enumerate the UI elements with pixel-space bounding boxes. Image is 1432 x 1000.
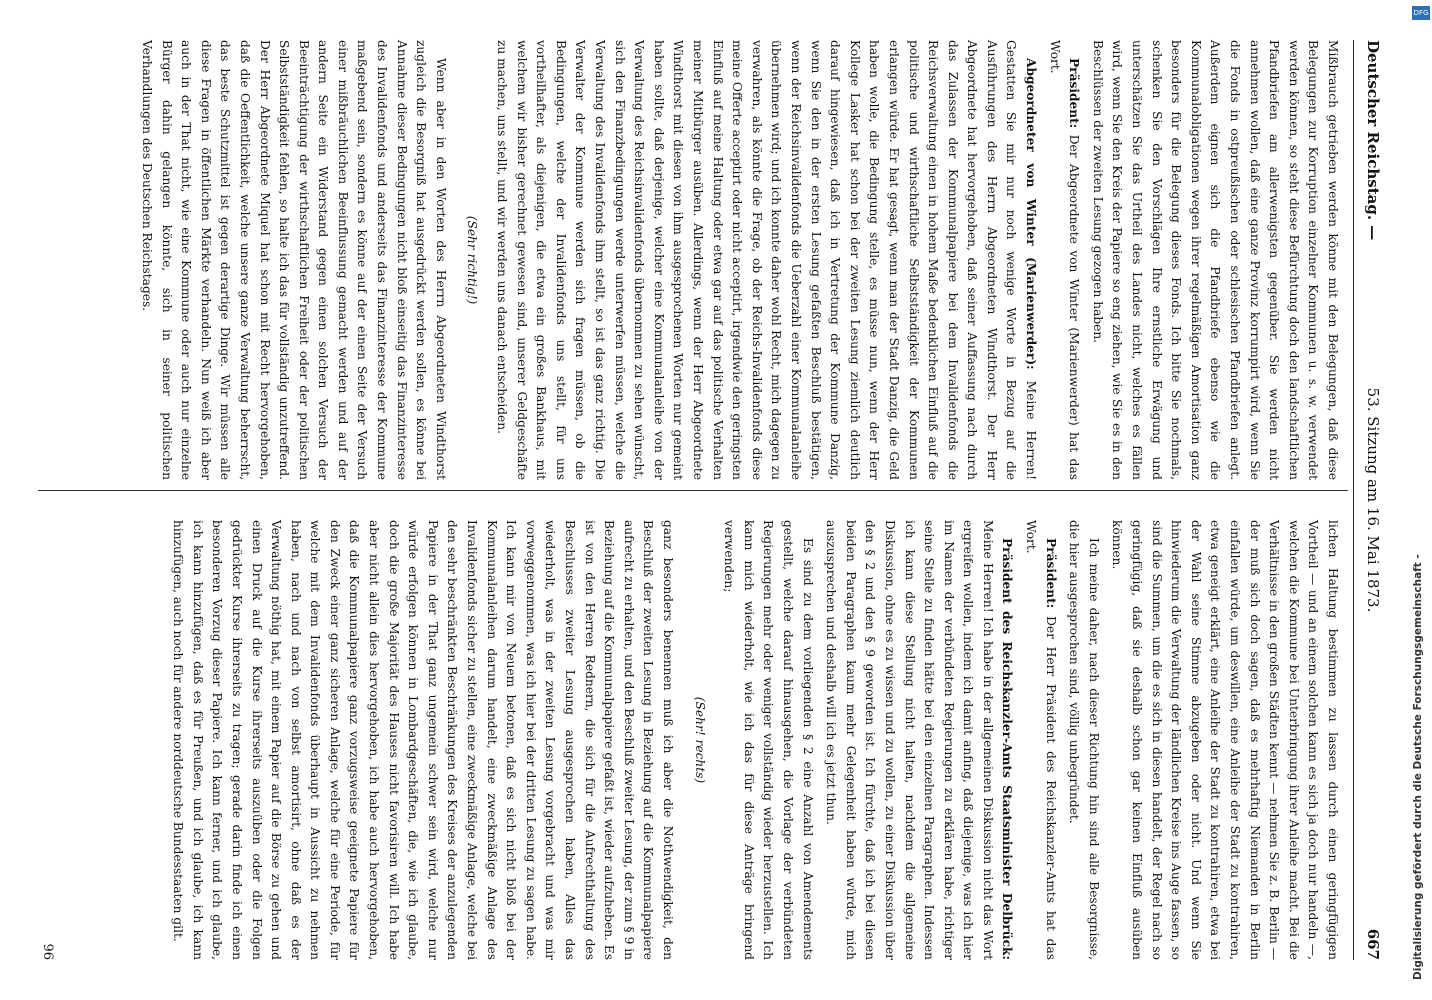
- speaker-text: Meine Herren! Gestatten Sie mir nur noch wenige Worte in Bezug auf die Ausführungen des Herrn Abgeordneten Windthorst. Der Herr Abgeordnete hat hervorgehoben, daß seiner Auffassung nach durch das Zulassen der Kommunalpapiere bei dem Invalidenfonds die Reichsverwaltung einen in hohem Maße bedenklichen Einfluß auf die politische und wirthschaftliche Selbstständigkeit der Kommunen erlangen würde. Er hat gesagt, wenn man der Stadt Danzig, die Geld haben wolle, die Bedingung stelle, es müsse nun, wenn der Herr Kollege Lasker hat schon bei der zweiten Lesung ziemlich deutlich darauf hingewiesen, daß ich in Vertretung der Kommune Danzig, wenn Sie den in der ersten Lesung gefaßten Beschluß bestätigen, wenn der Reichsinvalidenfonds die Ueberzahl einer Kommunalanleihe übernehmen wird; und ich konnte daher wohl Recht, mich dagegen zu verwahren, als könnte die Frage, ob der Reichs-Invalidenfonds diese meine Offerte acceptirt oder nicht acceptirt, irgendwie den geringsten Einfluß auf meine Haltung oder etwa gar auf das politische Verhalten meiner Mitbürger ausüben. Allerdings, wenn der Herr Abgeordnete Windthorst mit diesen von ihm ausgesprochenen Worten nur gemeint haben sollte, daß derjenige, welcher eine Kommunalanleihe von der Verwaltung des Reichsinvalidenfonds übernommen zu sehen wünscht, sich den Finanzbedingungen werde unterwerfen müssen, welche die Verwaltung des Invalidenfonds ihm stellt, so ist das ganz richtig. Die Verwalter der Kommune werden sich fragen müssen, ob die Bedingungen, welche der Invalidenfonds uns stellt, für uns vortheilhafter, als diejenigen, die etwa ein großes Bankhaus, mit welchem wir bisher gerechnet gewesen sind, unserer Geldgeschäfte zu machen, uns stellt, und wir werden uns danach entscheiden.: [495, 40, 1039, 481]
- digitization-note: [1412, 20, 1428, 980]
- paragraph: ganz besonders benennen muß ich aber die Nothwendigkeit, den Beschluß der zweiten Lesung in Beziehung auf die Kommunalpapiere aufrecht zu erhalten, und den Beschluß zweiter Lesung, der zum § 9 in Beziehung auf die Kommunalpapiere gefaßt ist, wieder aufzuheben. Es ist von den Herren Rednern, die sich für die Aufrechthaltung des Beschlusses zweiter Lesung ausgesprochen haben, Alles das wiederholt, was in der zweiten Lesung vorgebracht und was mir vorweggenommen, was ich hier bei der dritten Lesung zu sagen habe. Ich kann mir von Neuem betonen, daß es sich nicht bloß bei der Kommunalanleihen darum handelt, eine zweckmäßige Anlage des Invalidenfonds sicher zu stellen, eine zweckmäßige Anlage, welche bei den sehr beschränkten Beschränkungen des Kreises der anzulegenden Papiere in der That ganz ungemein schwer sein wird, welche nur würde erfolgen können in Lombardgeschäften, die, wie ich glaube, doch die große Majorität des Hauses nicht favorisiren will. Ich habe aber nicht allein dies hervorgehoben, ich habe auch hervorgehoben, daß die Kommunalpapiere ganz vorzugsweise geeignete Papiere für den Zweck einer ganz sicheren Anlage, welche für eine Periode, für welche mit dem Invalidenfonds überhaupt in Aussicht zu nehmen haben, nach und nach von selbst amortisirt, ohne daß es der Verwaltung nöthig hat, mit einem Papier auf die Börse zu gehen und einen Druck auf die Kurse ihrerseits auszuüben oder die Folgen gedrückter Kurse ihrerseits zu tragen; gerade darin finde ich einen besonderen Vorzug dieser Papiere. Ich kann ferner, und ich glaube, ich kann hinzufügen, daß es für Preußen, und ich glaube, ich kann hinzufügen, auch noch für andere norddeutsche Bundesstaaten gilt.: [171, 520, 675, 960]
- interjection: (Sehr richtig!): [465, 215, 480, 305]
- dfg-logo: DFG: [1412, 6, 1430, 20]
- page-header: [1353, 40, 1388, 960]
- right-column: [164, 520, 1342, 960]
- paragraph: Mißbrauch getrieben werden könne mit den Belegungen, daß diese Belegungen zur Korruption einzelner Kommunen u. s. w. verwendet werden können, so steht diese Befürchtung doch den landschaftlichen Pfandbriefen am allerwenigsten gegenüber. Sie werden nicht annehmen wollen, daß eine ganze Provinz korrumpirt wird, wenn Sie die Fonds in ostpreußischen oder schlesischen Pfandbriefen anlegt. Außerdem eignen sich die Pfandbriefe ebenso wie die Kommunalobligationen wegen ihrer regelmäßigen Amortisation ganz besonders für die Belegung dieses Fonds. Ich bitte Sie nochmals, schenken Sie den Vorschlägen Ihre ernstliche Erwägung und unterschätzen Sie das Urtheil des Landes nicht, welches es fällen wird, wenn Sie den Kreis der Papiere so eng ziehen, wie Sie es in den Beschlüssen der zweiten Lesung gezogen haben.: [1090, 40, 1340, 480]
- speaker-paragraph: [491, 40, 1040, 480]
- header-left: Deutscher Reichstag. —: [1364, 40, 1382, 241]
- speaker-intro: Präsident des Reichskanzler-Amts Staatsminister Delbrück:: [1000, 538, 1015, 960]
- speaker-text: Meine Herren! Ich habe in der allgemeinen Diskussion nicht das Wort ergreifen wollen, indem ich damit anfing, daß diejenige, was ich hier im Namen der verbündeten Regierungen zu erklären habe, richtiger seine Stelle zu finden hätte bei den einzelnen Paragraphen. Indessen ich kann diese Stellung nicht halten, nachdem die allgemeine Diskussion, ohne es zu wissen und zu wollen, zu einer Diskussion über den § 2 und den § 9 geworden ist. Ich fürchte, daß ich bei diesen beiden Paragraphen kaum mehr Gelegenheit haben würde, mich auszusprechen und deshalb will ich es jetzt thun.: [824, 520, 995, 960]
- digitization-note-text: Digitalisierung gefördert durch die Deutsche Forschungsgemeinschaft -: [1412, 554, 1424, 980]
- speaker-label: Präsident:: [1043, 538, 1058, 609]
- speaker-label: Präsident:: [1067, 58, 1082, 129]
- page-number: 667: [1364, 928, 1382, 960]
- speaker-text: Der Abgeordnete von Winter (Marienwerder) hat das Wort.: [1047, 40, 1082, 481]
- paragraph: lichen Haltung bestimmen zu lassen durch einen geringfügigen Vortheil — und an einem solchen kann es sich ja doch nur handeln —, welchen die Kommune bei Unterbringung ihrer Anleihe macht. Bei die Verhältnisse in den großen Städten kennt — nehmen Sie z. B. Berlin — der muß sich doch sagen, daß es mehrhaftig Niemanden in Berlin einfallen würde, um deswillen, eine Anleihe der Stadt zu kontrahiren, etwa geneigt erklärt, eine Anleihe der Stadt zu kontrahiren, etwa bei der Wahl seine Stimme abzugeben oder nicht. Und wenn Sie hinwiederum die Verwaltung der ländlichen Kreise ins Auge fassen, so sind die Summen, um die es sich in diesen handelt, der Regel nach so geringfügig, daß sie deshalb schon gar keinen Einfluß ausüben können.: [1110, 520, 1340, 960]
- speaker-paragraph: [821, 520, 1017, 960]
- paragraph: Ich meine daher, nach dieser Richtung hin sind alle Besorgnisse, die hier ausgesprochen sind, völlig unbegründet.: [1067, 520, 1101, 960]
- speaker-paragraph: [1021, 520, 1060, 960]
- paragraph: Es sind zu dem vorliegenden § 2 eine Anzahl von Amendements gestellt, welche darauf hinausgehen, die Vorlage der verbündeten Regierungen mehr oder weniger vollständig wieder herzustellen. Ich kann mich wiederholt, wie ich das für diese Anträge bringend verwenden;: [722, 520, 815, 960]
- header-center: 53. Sitzung am 16. Mai 1873.: [1364, 387, 1382, 613]
- paragraph: Wenn aber in den Worten des Herrn Abgeordneten Windthorst zugleich die Besorgniß hat ausgedrückt werden sollen, es könne bei Annahme dieser Bedingungen nicht bloß einseitig das Finanzinteresse des Invalidenfonds und anderseits das Finanzinteresse der Kommune maßgebend sein, sondern es könne auf der einen Seite der Versuch einer mißbräuchlichen Beeinflussung gemacht werden und auf der andern Seite ein Widerstand gegen einen solchen Versuch der Beeinträchtigung der wirthschaftlichen Freiheit oder der politischen Selbstständigkeit fehlen, so halte ich das für vollständig unzutreffend. Der Herr Abgeordnete Miquel hat schon mit Recht hervorgehoben, daß die Oeffentlichkeit, welche unsere ganze Verwaltung beherrscht, das beste Schutzmittel ist gegen derartige Dinge. Wir müssen alle diese Fragen in öffentlichen Märkte verhandeln. Nun weiß ich aber auch in der That nicht, wie eine Kommune oder auch nur einzelne Bürger dahin gelangen könnte, sich in seiner politischen Verhandlungen des Deutschen Reichstages.: [139, 40, 448, 480]
- speaker-text: Der Herr Präsident des Reichskanzler-Amts hat das Wort.: [1024, 520, 1058, 961]
- speaker-intro: Abgeordneter von Winter (Marienwerder):: [1024, 58, 1039, 370]
- left-column: [132, 40, 1342, 480]
- interjection: (Sehr! rechts): [692, 696, 707, 784]
- signature-mark: 96: [40, 943, 55, 960]
- column-separator: [38, 490, 1348, 491]
- speaker-paragraph: [1044, 40, 1083, 480]
